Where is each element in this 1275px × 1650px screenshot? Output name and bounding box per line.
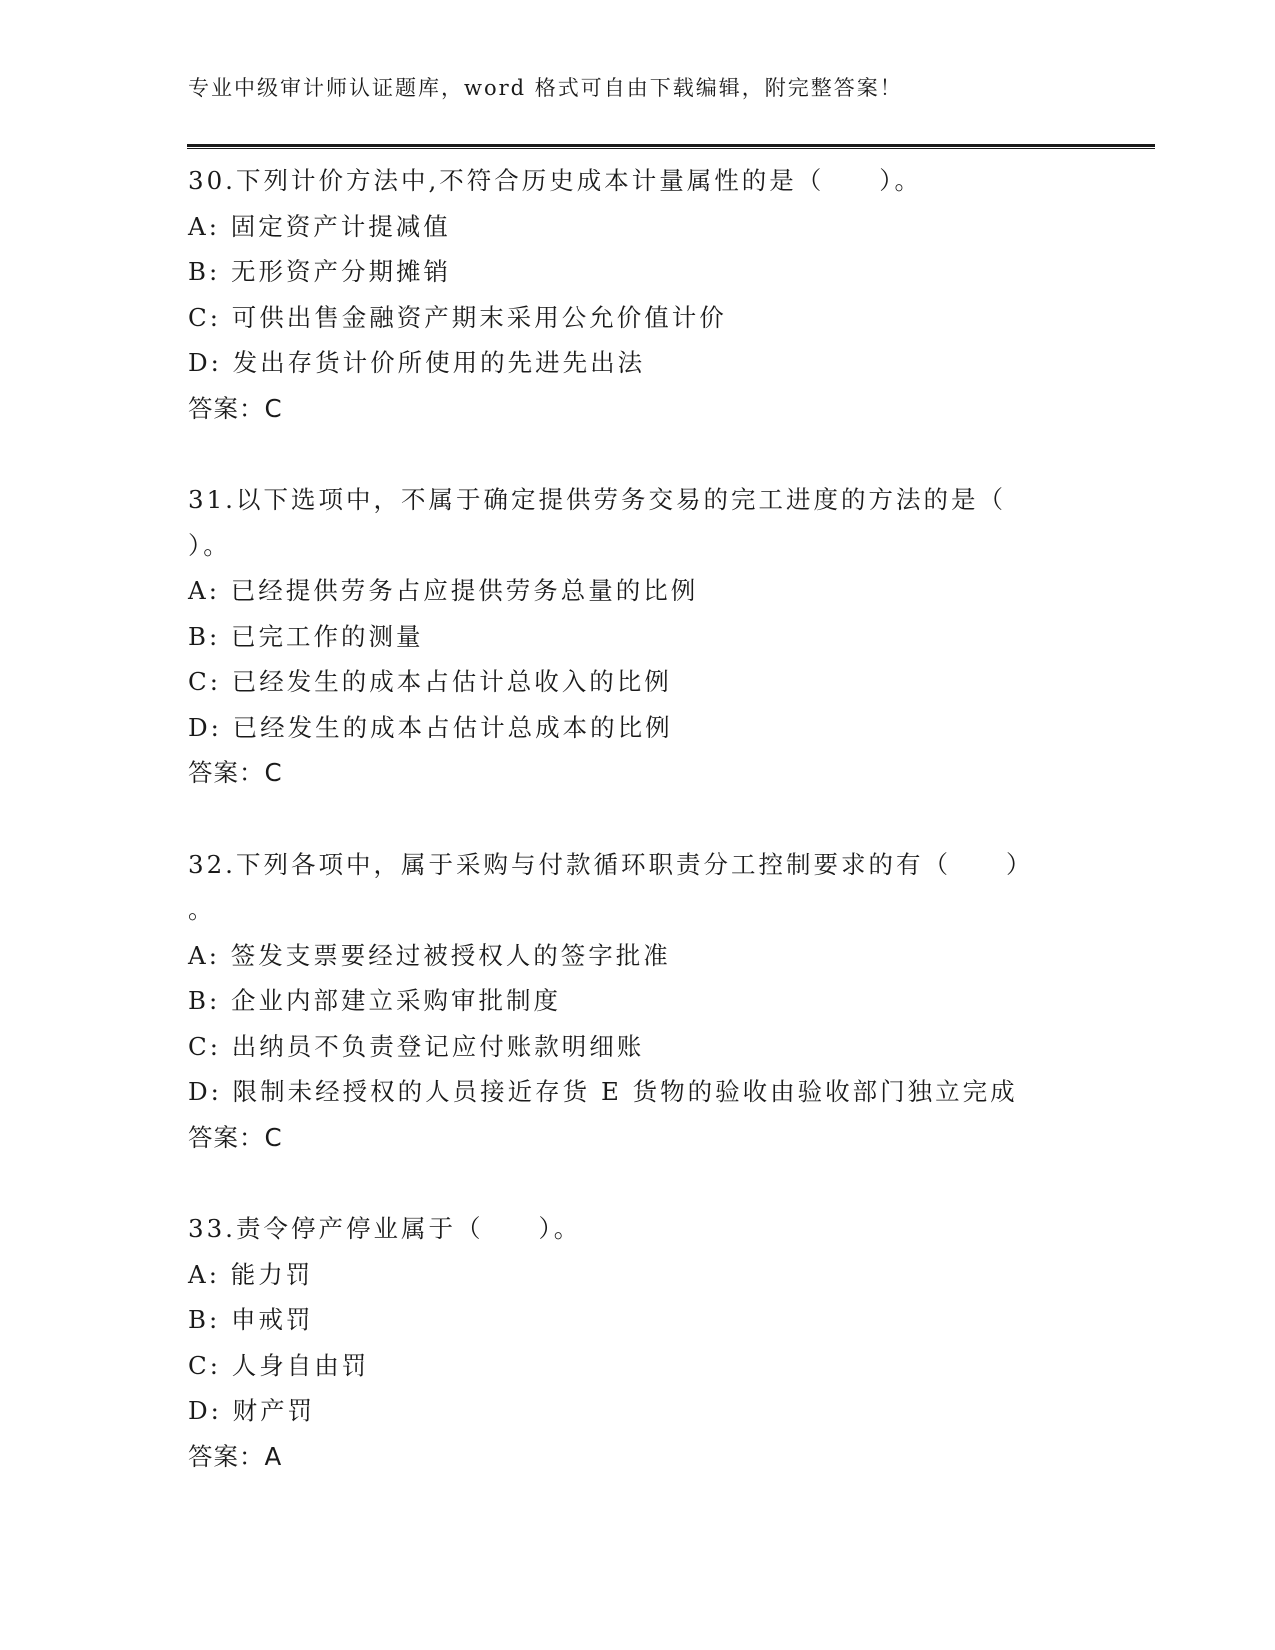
option-d: D: 发出存货计价所使用的先进先出法 — [188, 348, 646, 377]
question-list — [188, 158, 1068, 1525]
answer: 答案：A — [188, 1441, 283, 1471]
question-33 — [188, 1206, 1068, 1479]
option-a: A: 签发支票要经过被授权人的签字批准 — [188, 940, 671, 970]
question-30 — [188, 158, 1068, 431]
option-a: A: 已经提供劳务占应提供劳务总量的比例 — [188, 576, 699, 605]
option-a: A: 能力罚 — [188, 1259, 314, 1289]
page-header: 专业中级审计师认证题库，word 格式可自由下载编辑，附完整答案！ — [188, 76, 903, 100]
header-divider — [187, 144, 1155, 149]
question-32 — [188, 842, 1068, 1161]
question-stem: 31.以下选项中，不属于确定提供劳务交易的完工进度的方法的是（ — [188, 485, 1006, 514]
question-stem: 33.责令停产停业属于（ ）。 — [188, 1214, 582, 1243]
question-stem: 32.下列各项中，属于采购与付款循环职责分工控制要求的有（ ） — [188, 849, 1034, 879]
option-c: C: 已经发生的成本占估计总收入的比例 — [188, 667, 672, 696]
answer: 答案：C — [188, 758, 283, 787]
answer: 答案：C — [188, 1122, 283, 1152]
option-a: A: 固定资产计提减值 — [188, 211, 451, 241]
question-stem-continued: ）。 — [188, 530, 231, 560]
option-d: D: 限制未经授权的人员接近存货 E 货物的验收由验收部门独立完成 — [188, 1077, 1018, 1106]
option-c: C: 出纳员不负责登记应付账款明细账 — [188, 1031, 645, 1061]
question-stem-continued: 。 — [188, 895, 216, 924]
question-31 — [188, 477, 1068, 796]
option-d: D: 已经发生的成本占估计总成本的比例 — [188, 712, 673, 742]
option-b: B: 已完工作的测量 — [188, 621, 424, 651]
option-b: B: 申戒罚 — [188, 1305, 314, 1334]
option-b: B: 无形资产分期摊销 — [188, 257, 452, 286]
option-b: B: 企业内部建立采购审批制度 — [188, 986, 562, 1015]
option-c: C: 可供出售金融资产期末采用公允价值计价 — [188, 302, 727, 332]
option-d: D: 财产罚 — [188, 1396, 316, 1425]
answer: 答案：C — [188, 393, 283, 423]
question-stem: 30.下列计价方法中,不符合历史成本计量属性的是（ ）。 — [188, 166, 922, 195]
option-c: C: 人身自由罚 — [188, 1350, 370, 1380]
